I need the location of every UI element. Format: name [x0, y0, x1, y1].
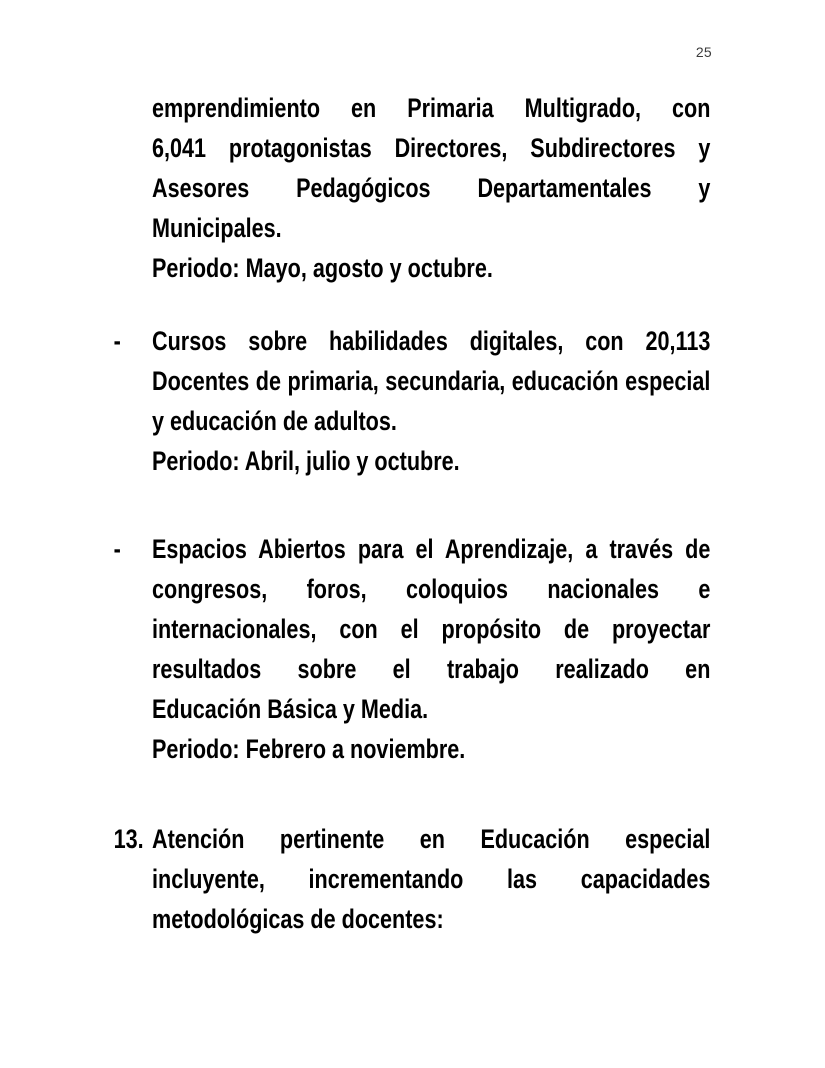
text-line: y educación de adultos.: [152, 406, 397, 436]
text-line: Municipales.: [152, 213, 282, 243]
text-line: emprendimiento en Primaria Multigrado, con: [152, 93, 711, 123]
text-line: incluyente, incrementando las capacidades: [152, 864, 711, 894]
text-line-periodo: Periodo: Mayo, agosto y octubre.: [152, 253, 493, 283]
numbered-item: [113, 819, 711, 939]
text-line: Cursos sobre habilidades digitales, con 20,113: [152, 326, 711, 356]
text-line: Espacios Abiertos para el Aprendizaje, a través de: [152, 534, 711, 564]
list-item-continuation: [152, 88, 710, 288]
dash-marker: -: [113, 534, 121, 564]
text-line: Docentes de primaria, secundaria, educación especial: [152, 366, 711, 396]
text-line: 6,041 protagonistas Directores, Subdirectores y: [152, 133, 711, 163]
text-line: congresos, foros, coloquios nacionales e: [152, 574, 711, 604]
item-number: 13.: [113, 824, 144, 854]
text-line: internacionales, con el propósito de proyectar: [152, 614, 711, 644]
text-line: resultados sobre el trabajo realizado en: [152, 654, 711, 684]
bullet-item: [113, 529, 711, 769]
text-line: Educación Básica y Media.: [152, 694, 429, 724]
text-line: Atención pertinente en Educación especial: [152, 824, 711, 854]
text-line: Asesores Pedagógicos Departamentales y: [152, 173, 711, 203]
text-line: metodológicas de docentes:: [152, 904, 444, 934]
dash-marker: -: [113, 326, 121, 356]
page-number: 25: [695, 44, 712, 60]
bullet-item: [113, 321, 711, 481]
page-content: [113, 88, 711, 939]
text-line-periodo: Periodo: Febrero a noviembre.: [152, 734, 466, 764]
text-line-periodo: Periodo: Abril, julio y octubre.: [152, 446, 460, 476]
